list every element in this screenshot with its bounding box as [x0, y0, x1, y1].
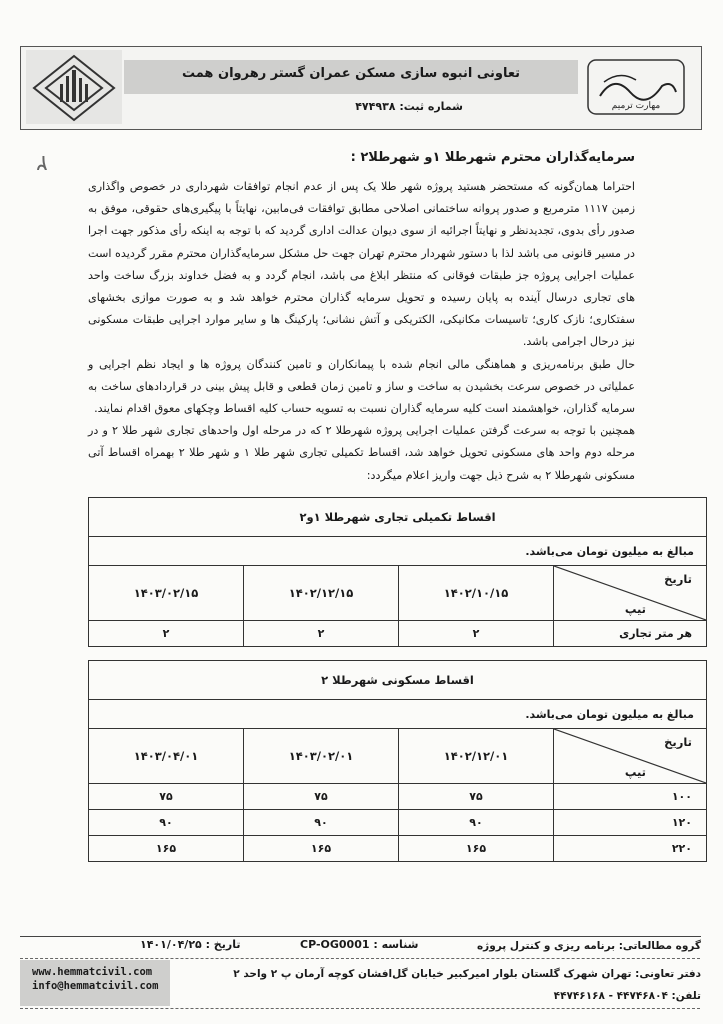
cell-value: ۷۵ [399, 784, 554, 810]
cell-value: ۹۰ [89, 810, 244, 836]
website-link[interactable]: www.hemmatcivil.com [32, 966, 153, 978]
date-header: ۱۴۰۳/۰۲/۱۵ [89, 566, 244, 621]
paragraph: احتراما همان‌گونه که مستحضر هستید پروژه شهر طلا یک پس از عدم انجام توافقات شهرداری در خصوص واگذاری زمین ۱۱۱۷ مترمربع و صدور پروانه ساختمانی اصلاحی مطابق توافقات فی‌مابین، نهایتاً با پیگیری‌های حقوقی، موفق به صدور رأی بدوی، تجدیدنظر و نهایتاً اجرائیه از سوی دیوان عدالت اداری گردید که با توجه به اینکه رأی مذکور جهت اجرا در مسیر قانونی می باشد لذا با دستور شهردار محترم تهران جهت حل مشکل سرمایه‌گذاران محترم مقرر گردیده است عملیات اجرایی پروژه جز طبقات فوقانی که منتظر ابلاغ می باشد، انجام گردد و به فضل خداوند بزرگ ساخت واحد های تجاری درسال آینده به پایان رسیده و تحویل سرمایه گذاران محترم خواهد شد و به صورت موازی بخشهای سفتکاری؛ نازک کاری؛ تاسیسات مکانیکی، الکتریکی و آتش نشانی؛ پارکینگ ها و سایر موارد اجرایی طبقات مسکونی نیز درحال اجرامی باشد. [88, 180, 635, 349]
corner-type-label: تیپ [624, 602, 646, 616]
corner-date-label: تاریخ [664, 572, 692, 586]
table-title: اقساط تکمیلی تجاری شهرطلا ۱و۲ [89, 498, 707, 537]
residential-installments-table [88, 660, 707, 862]
svg-text:مهارت ترمیم: مهارت ترمیم [611, 101, 661, 111]
cell-value: ۹۰ [399, 810, 554, 836]
paragraph: حال طبق برنامه‌ریزی و هماهنگی مالی انجام شده با پیمانکاران و تامین کنندگان پروژه ها و ایجاد نظم اجرایی و عملیاتی در خصوص سرعت بخشیدن به ساخت و ساز و تامین زمان قطعی و قابل پیش بینی در قراردادهای ساخت به سرمایه گذاران، خواهشمند است کلیه سرمایه گذاران نسبت به تسویه حساب کلیه اقساط وچکهای معوق اقدام نمایند. [88, 357, 635, 416]
date-header: ۱۴۰۲/۱۲/۰۱ [399, 729, 554, 784]
email-link[interactable]: info@hemmatcivil.com [32, 980, 159, 992]
table-corner-cell [554, 729, 707, 784]
page-number: ۲ [36, 150, 48, 175]
table-row [89, 836, 707, 862]
row-type: ۱۲۰ [554, 810, 707, 836]
phone-numbers: تلفن: ۴۴۷۴۶۸۰۴ - ۴۴۷۴۶۱۶۸ [553, 990, 701, 1002]
table-corner-cell [554, 566, 707, 621]
office-address: دفتر تعاونی: تهران شهرک گلستان بلوار امیرکبیر خیابان گل‌افشان کوچه آرمان پ ۲ واحد ۲ [233, 968, 701, 980]
table-row [89, 621, 707, 647]
table-title: اقساط مسکونی شهرطلا ۲ [89, 661, 707, 700]
row-type: هر متر تجاری [554, 621, 707, 647]
study-group: گروه مطالعاتی: برنامه ریزی و کنترل پروژه [476, 940, 701, 952]
cell-value: ۲ [399, 621, 554, 647]
footer-divider [20, 936, 701, 937]
registration-number: شماره ثبت: ۴۷۴۹۳۸ [355, 100, 463, 113]
cell-value: ۹۰ [244, 810, 399, 836]
document-id: شناسه : CP-OG0001 [300, 938, 419, 951]
table-subtitle: مبالغ به میلیون تومان می‌باشد. [89, 537, 707, 566]
cell-value: ۱۶۵ [399, 836, 554, 862]
table-row [89, 810, 707, 836]
commercial-installments-table [88, 497, 707, 647]
document-date: تاریخ : ۱۴۰۱/۰۴/۲۵ [140, 938, 241, 951]
date-header: ۱۴۰۳/۰۴/۰۱ [89, 729, 244, 784]
corner-type-label: تیپ [624, 765, 646, 779]
letter-body [88, 176, 635, 487]
row-type: ۲۲۰ [554, 836, 707, 862]
cell-value: ۷۵ [244, 784, 399, 810]
table-row [89, 784, 707, 810]
table-subtitle: مبالغ به میلیون تومان می‌باشد. [89, 700, 707, 729]
cell-value: ۷۵ [89, 784, 244, 810]
corner-date-label: تاریخ [664, 735, 692, 749]
cell-value: ۲ [244, 621, 399, 647]
cell-value: ۱۶۵ [89, 836, 244, 862]
footer-dashed-line [20, 958, 700, 959]
cell-value: ۱۶۵ [244, 836, 399, 862]
paragraph: همچنین با توجه به سرعت گرفتن عملیات اجرایی پروژه شهرطلا ۲ که در مرحله اول واحدهای تجاری شهر طلا ۲ و در مرحله دوم واحد های مسکونی تحویل خواهد شد، اقساط تکمیلی تجاری شهر طلا ۱ و شهر طلا ۲ بهمراه اقساط آتی مسکونی شهرطلا ۲ به شرح ذیل جهت واریز اعلام میگردد: [88, 424, 636, 482]
date-header: ۱۴۰۳/۰۲/۰۱ [244, 729, 399, 784]
contact-box [20, 960, 170, 1006]
date-header: ۱۴۰۲/۱۰/۱۵ [399, 566, 554, 621]
date-header: ۱۴۰۲/۱۲/۱۵ [244, 566, 399, 621]
row-type: ۱۰۰ [554, 784, 707, 810]
cell-value: ۲ [89, 621, 244, 647]
letter-heading: سرمایه‌گذاران محترم شهرطلا ۱و شهرطلا۲ : [350, 150, 635, 165]
company-name: تعاونی انبوه سازی مسکن عمران گستر رهروان همت [181, 66, 521, 81]
building-logo [26, 50, 122, 124]
calligraphy-logo [580, 52, 692, 122]
footer-dashed-line [20, 1008, 700, 1009]
